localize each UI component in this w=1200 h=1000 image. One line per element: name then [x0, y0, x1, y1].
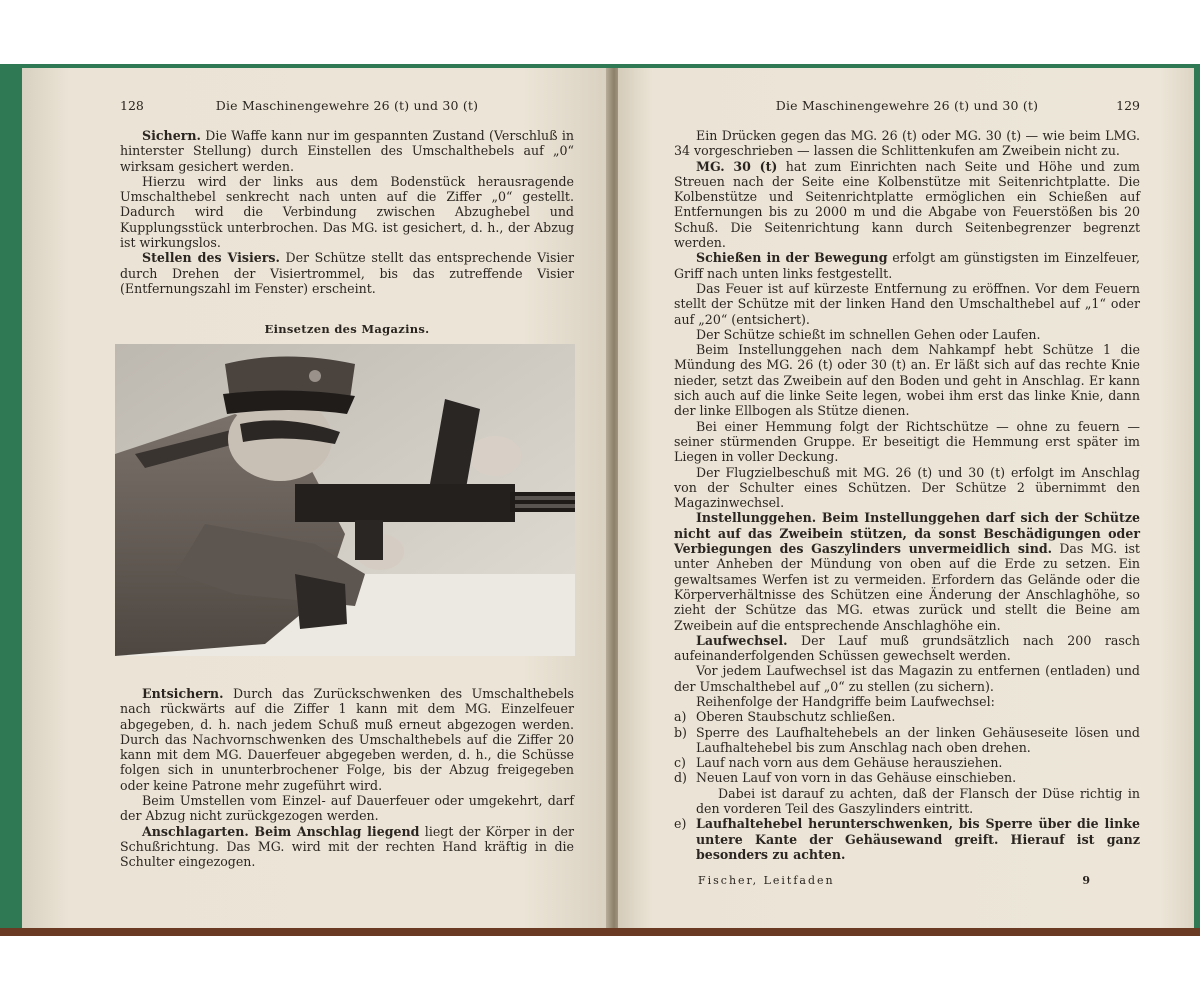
paragraph [120, 174, 574, 250]
paragraph-heading: Instellunggehen. Beim Instellunggehen darf sich der Schütze nicht auf das Zweibein stützen, da sonst Beschädigungen oder Verbiegungen des Gaszylinders unvermeidlich sind. [674, 510, 1140, 557]
paragraph [674, 128, 1140, 159]
right-page-header [674, 98, 1140, 118]
left-top-text [120, 128, 574, 296]
paragraph-text: Die Waffe kann nur im gespannten Zustand (Verschluß in hinterster Stellung) durch Einstellen des Umschalthebels auf „0“ wirksam gesichert werden. [120, 128, 574, 174]
paragraph-heading: Sichern. [142, 128, 201, 143]
paragraph-text: Der Schütze stellt das entsprechende Visier durch Drehen der Visiertrommel, bis das zutreffende Visier (Entfernungszahl im Fenster) erscheint. [120, 250, 575, 296]
list-item-label: b) [674, 724, 687, 740]
list-item-text: Neuen Lauf von vorn in das Gehäuse einschieben. [696, 770, 1017, 786]
paragraph-text: Vor jedem Laufwechsel ist das Magazin zu entfernen (entladen) und der Umschalthebel auf „0“ zu stellen (zu sichern). [674, 663, 1140, 694]
list-item-label: d) [674, 770, 687, 786]
book-cover-edge [0, 928, 1200, 936]
right-page [618, 68, 1194, 928]
list-item [674, 709, 1140, 724]
left-bottom-text [120, 686, 574, 870]
paragraph [120, 793, 574, 824]
paragraph [674, 663, 1140, 694]
paragraph [120, 250, 574, 296]
list-item [674, 725, 1140, 756]
paragraph-text: liegt der Körper in der Schußrichtung. Das MG. wird mit der rechten Hand kräftig in die Schulter eingezogen. [120, 823, 574, 870]
paragraph-heading: Laufwechsel. [696, 632, 788, 648]
list-item-bold-text: Laufhaltehebel herunterschwenken, bis Sperre über die linke untere Kante der Gehäusewand greift. Hierauf ist ganz besonders zu achten. [696, 816, 1140, 862]
list-item-label: e) [674, 816, 687, 832]
paragraph-text: Der Flugzielbeschuß mit MG. 26 (t) und 30 (t) erfolgt im Anschlag von der Schulter eines Schützen. Der Schütze 2 übernimmt den Magazinwechsel. [674, 464, 1140, 511]
list-item [674, 755, 1140, 770]
paragraph-text: Das MG. ist unter Anheben der Mündung von oben auf die Erde zu setzen. Ein gewaltsames Werfen ist zu vermeiden. Erfordern das Gelände oder die Körperverhältnisse des Schützen eine Änderung der Anschlaghöhe, so zieht der Schütze das MG. etwas zurück und stellt die Beine am Zweibein auf die entsprechende Anschlaghöhe ein. [674, 541, 1140, 633]
paragraph-text: Reihenfolge der Handgriffe beim Laufwechsel: [696, 693, 995, 709]
paragraph [674, 465, 1140, 511]
footer-signature: Fischer, Leitfaden [698, 874, 835, 887]
paragraph [674, 633, 1140, 664]
paragraph-heading: Stellen des Visiers. [142, 250, 280, 266]
paragraph [674, 419, 1140, 465]
paragraph-heading: MG. 30 (t) [696, 158, 778, 174]
paragraph [674, 342, 1140, 418]
paragraph-text: Das Feuer ist auf kürzeste Entfernung zu eröffnen. Vor dem Feuern stellt der Schütze mit der linken Hand den Umschalthebel auf „1“ oder auf „20“ (entsichert). [674, 280, 1140, 327]
right-body-text [674, 128, 1140, 709]
left-running-title: Die Maschinengewehre 26 (t) und 30 (t) [215, 98, 479, 113]
paragraph-text: Beim Instellunggehen nach dem Nahkampf hebt Schütze 1 die Mündung des MG. 26 (t) oder 30 (t) an. Er läßt sich auf das rechte Knie nieder, setzt das Zweibein auf den Boden und geht in Anschlag. Er kann sich auch auf die linke Seite legen, wobei ihm erst das linke Knie, dann der linke Ellbogen als Stütze dienen. [674, 342, 1140, 419]
list-note: Dabei ist darauf zu achten, daß der Flansch der Düse richtig in den vorderen Teil des Gaszylinders eintritt. [696, 785, 1140, 817]
list-item-label: a) [674, 709, 687, 725]
paragraph [674, 510, 1140, 632]
right-page-number: 129 [1116, 98, 1140, 113]
list-item-label: c) [674, 755, 686, 771]
paragraph-heading: Entsichern. [142, 686, 224, 701]
paragraph-text: Der Schütze schießt im schnellen Gehen oder Laufen. [696, 326, 1041, 342]
list-item [674, 816, 1140, 862]
paragraph-text: Beim Umstellen vom Einzel- auf Dauerfeuer oder umgekehrt, darf der Abzug nicht zurückgezogen werden. [120, 793, 574, 824]
left-page-number: 128 [120, 98, 144, 113]
paragraph [120, 824, 574, 870]
list-item [674, 770, 1140, 785]
paragraph-text: Durch das Zurückschwenken des Umschalthebels nach rückwärts auf die Ziffer 1 kann mit dem MG. Einzelfeuer abgegeben, d. h. nach jedem Schuß muß erneut abgezogen werden. Durch das Nachvornschwenken des Umschalthebels auf die Ziffer 20 kann mit dem MG. Dauerfeuer abgegeben werden, d. h., die Schüsse folgen sich in ununterbrochener Folge, bis der Abzug freigegeben oder keine Patrone mehr zugeführt wird. [120, 686, 574, 793]
laufwechsel-step-e [674, 816, 1140, 862]
paragraph [674, 327, 1140, 342]
paragraph [674, 694, 1140, 709]
list-item-text: Oberen Staubschutz schließen. [696, 709, 896, 725]
paragraph-text: erfolgt am günstigsten im Einzelfeuer, Griff nach unten links festgestellt. [674, 250, 1140, 281]
left-page [22, 68, 610, 928]
paragraph [120, 128, 574, 174]
paragraph [120, 686, 574, 793]
photograph-soldier-with-machine-gun [115, 344, 575, 656]
paragraph-heading: Schießen in der Bewegung [696, 250, 888, 266]
list-item-text: Lauf nach vorn aus dem Gehäuse herausziehen. [696, 755, 1003, 771]
photo-caption: Einsetzen des Magazins. [264, 322, 430, 337]
laufwechsel-steps-list [674, 709, 1140, 785]
right-page-content [674, 98, 1140, 862]
right-running-title: Die Maschinengewehre 26 (t) und 30 (t) [775, 98, 1039, 113]
paragraph-text: Ein Drücken gegen das MG. 26 (t) oder MG. 30 (t) — wie beim LMG. 34 vorgeschrieben — lassen die Schlittenkufen am Zweibein nicht zu. [674, 128, 1140, 159]
left-page-header [120, 98, 574, 118]
page-footer [674, 874, 1140, 892]
footer-sheet-number: 9 [1082, 874, 1090, 887]
paragraph [674, 281, 1140, 327]
list-item-text: Sperre des Laufhaltehebels an der linken Gehäuseseite lösen und Laufhaltehebel bis zum Anschlag nach oben drehen. [696, 724, 1140, 755]
paragraph [674, 250, 1140, 281]
photo-illustration [115, 344, 575, 656]
paragraph-text: Der Lauf muß grundsätzlich nach 200 rasch aufeinanderfolgenden Schüssen gewechselt werden. [674, 632, 1140, 664]
paragraph-text: hat zum Einrichten nach Seite und Höhe und zum Streuen nach der Seite eine Kolbenstütze mit Seitenrichtplatte. Die Kolbenstütze und Seitenrichtplatte ermöglichen ein Schießen auf Entfernungen bis zu 2000 m und die Abgabe von Feuerstößen bis 20 Schuß. Die Seitenrichtung kann durch Seitenbegrenzer begrenzt werden. [674, 158, 1140, 251]
paragraph-text: Hierzu wird der links aus dem Bodenstück herausragende Umschalthebel senkrecht nach unten auf die Ziffer „0“ gestellt. Dadurch wird die Verbindung zwischen Abzughebel und Kupplungsstück unterbrochen. Das MG. ist gesichert, d. h., der Abzug ist wirkungslos. [120, 173, 574, 251]
left-page-content [120, 98, 574, 360]
paragraph-heading: Anschlagarten. Beim Anschlag liegend [142, 823, 420, 839]
paragraph [674, 159, 1140, 251]
paragraph-text: Bei einer Hemmung folgt der Richtschütze — ohne zu feuern — seiner stürmenden Gruppe. Er beseitigt die Hemmung erst später im Liegen in voller Deckung. [674, 418, 1140, 465]
